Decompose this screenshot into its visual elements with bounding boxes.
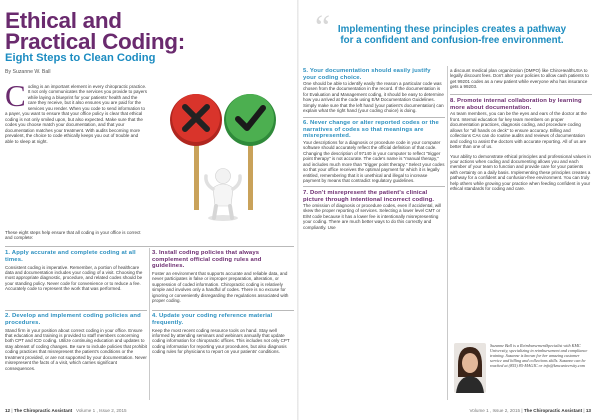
section-heading — [303, 120, 445, 140]
author-photo — [454, 343, 486, 393]
right-page — [299, 0, 597, 420]
left-page-footer: 12 | The Chiropractic Assistant Volume 1 , Issue 2, 2015 — [5, 408, 127, 413]
section-heading-text: Promote internal collaboration by learning more about documentation. — [450, 98, 582, 111]
section-heading — [303, 190, 445, 203]
section-heading-text: Never change or alter reported codes or the narratives of codes so that meanings are misrepresented. — [303, 120, 439, 140]
section-heading — [5, 313, 147, 326]
section-body: Your descriptions for a diagnosis or procedure code in your computer software should accurately reflect the official definition of that code. Changing the description of 97140 in your computer to reflect "trigger point therapy" is not accurate. The code's name is "manual therapy," and includes much more than "trigger point therapy." Select your codes so that your office receives the optimal payment for which it is legally entitled, remembering that it is unethical and illegal to increase payment by means that contradict regulatory guidelines. — [303, 139, 445, 183]
section-number: 6. — [303, 120, 309, 127]
intro-text: oding is an important element in every chiropractic practice. It not only communicates the services you provide to payers while laying a blueprint for your patients' health and the care they receive, but it also ensures you are paid for the services you render. When you code to send information to a payer, you want to ensure that your office policy is clear that ethical coding is not only smiled upon, but also expected. Make sure that the codes you choose match your documentation, and that your documentation matches your treatment. With audits becoming more prevalent, the choice to code ethically keeps you out of trouble and able to sleep at night. — [5, 84, 147, 144]
author-bio-text: Suzanne Ball is a ReimbursementSpecialist with KMC University, specializing in reimbursement and compliance training. Suzanne is known for her amazing customer service and billing and collections skills. Suzanne can be reached at (855) 85-MAGIC or info@kmcuniversity.com — [490, 343, 588, 369]
publication-name: The Chiropractic Assistant — [13, 408, 73, 413]
intro-lead-in: These eight steps help ensure that all coding in your office is correct and complete: — [5, 230, 141, 241]
section-body: Stand firm in your position about correct coding in your office. Ensure that education and training is provided to staff members concerning both CPT and ICD coding. Utilize continuing education and updates to stay abreast of coding changes. Be sure to include policies that prohibit coding practices that misrepresent the patient's conditions or the treatment provided, or are not supported by your documentation. Never misrepresent the facts of a visit, which carries significant consequences. — [5, 327, 147, 371]
section-6 — [303, 120, 445, 183]
right-page-footer: Volume 1 , Issue 2, 2015 | The Chiropractic Assistant | 13 — [469, 408, 591, 413]
section-heading — [450, 98, 592, 111]
section-heading-text: Install coding policies that always complement official coding rules and guidelines. — [152, 250, 262, 269]
column-divider — [447, 66, 448, 400]
title-line-2: Practical Coding: — [5, 29, 185, 54]
section-number: 8. — [450, 98, 456, 105]
section-7 — [303, 190, 445, 230]
section-divider — [450, 94, 592, 95]
section-heading — [303, 68, 445, 81]
section-3 — [152, 250, 294, 304]
right-column-1 — [303, 68, 445, 230]
thumbs-signs-illustration — [150, 80, 296, 228]
section-number: 3. — [152, 250, 158, 256]
column-divider — [149, 248, 150, 400]
section-number: 7. — [303, 190, 309, 197]
section-divider — [303, 186, 445, 187]
section-divider — [5, 246, 294, 247]
green-check-sign — [224, 94, 276, 146]
article-title — [5, 10, 185, 52]
section-heading-text: Don't misrepresent the patient's clinical picture through intentional incorrect coding. — [303, 190, 435, 203]
section-number: 2. — [5, 313, 11, 319]
section-divider — [152, 310, 294, 311]
section-8 — [450, 98, 592, 149]
section-number: 5. — [303, 68, 309, 74]
drop-cap: C — [5, 78, 26, 113]
section-body: As team members, you can be the eyes and ears of the doctor at the front. Internal education for key team members on proper documentation practices, diagnosis coding, and procedure coding allows for "all hands on deck" to ensure accuracy. Billing and collections CAs can do routine audits and reviews of documentation and coding to assist the doctors with accurate reporting. All of us are better than one of us. — [450, 111, 587, 150]
section-4 — [152, 313, 294, 355]
red-x-sign — [170, 94, 222, 146]
section-body: Consistent coding is imperative. Remember, a portion of healthcare data and documentation includes your coding of a visit. Choosing the most appropriate diagnostic, procedure, and related codes should be your standing policy. Never code for convenience or to reduce a fee. Accurately code to represent the work that was performed. — [5, 264, 143, 292]
section-divider — [5, 310, 147, 311]
pull-quote-text: Implementing these principles creates a pathway for a confident and confusion-free environment. — [337, 24, 567, 46]
section-number: 1. — [5, 250, 11, 256]
publication-name: The Chiropractic Assistant — [523, 408, 583, 413]
section-body: The omission of diagnosis or procedure codes, even if accidental, will skew the proper reporting of services. Selecting a lower level CMT or E/M code because it has a lower fee is intentionally misrepresenting your coding. There are much better ways to do this correctly and compliantly. Use — [303, 203, 442, 230]
section-heading — [152, 250, 294, 270]
section-heading — [5, 250, 147, 263]
right-column-2 — [450, 68, 592, 192]
section-5 — [303, 68, 445, 114]
author-bio-box — [450, 331, 592, 399]
issue-info: Volume 1 , Issue 2, 2015 — [469, 408, 521, 413]
quote-mark-icon: “ — [315, 9, 331, 46]
page-number: 13 — [585, 408, 591, 413]
section-heading-text: Update your coding reference material frequently. — [152, 313, 273, 326]
article-subtitle: Eight Steps to Clean Coding — [5, 52, 156, 64]
section-heading-text: Develop and implement coding policies and procedures. — [5, 313, 141, 326]
section-heading-text: Your documentation should easily justify your coding choice. — [303, 68, 431, 81]
section-body: One should be able to identify easily the reason a particular code was chosen from the documentation in the record. If the documentation is for Evaluation and Management coding, it should be easy to determine how you arrived at the code using E/M Documentation Guidelines. Simply make sure that the left hand (your patient's documentation) can explain what the right hand (your coding choice) is doing. — [303, 81, 444, 114]
section-body: Keep the most recent coding resource tools on hand. Stay well informed by attending seminars and webinars annually that update coding information for chiropractic offices. This includes not only CPT coding information for reporting your procedures, but also diagnosis coding rules for physicians to report on your patients' conditions. — [152, 327, 290, 355]
section-body: Foster an environment that supports accurate and reliable data, and never participates in false or improper preparation, alteration, or suppression of coded information. Chiropractic coding is relatively simple and involves only a handful of codes. There is no excuse for ignoring or conveniently disregarding the regulations associated with proper coding. — [152, 271, 289, 304]
page-number: 12 — [5, 408, 11, 413]
section-number: 4. — [152, 313, 158, 319]
section-heading-text: Apply accurate and complete coding at all times. — [5, 250, 136, 263]
left-page — [0, 0, 298, 420]
section-1 — [5, 250, 147, 292]
section-divider — [303, 117, 445, 118]
section-heading — [152, 313, 294, 326]
title-line-1: Ethical and — [5, 8, 122, 33]
byline: By Suzanne W. Ball — [5, 69, 51, 75]
closing-paragraph: Your ability to demonstrate ethical principles and professional values in your actions when coding and documenting allows you and each member of your team to function and provide care for your patients with certainty on a daily basis. Implementing these principles creates a pathway for a confident and confusion-free environment. You can truly help others while growing your practice when feeding confident in your ethical standards for coding and care. — [450, 153, 591, 192]
section-2 — [5, 313, 147, 371]
continued-text: a discount medical plan organization (DMPO) like ChiroHealthUSA to legally discount fees. Don't alter your policies to allow cash patients to get 99201 codes as a new patient while everyone who has insurance gets a 99203. — [450, 68, 589, 90]
issue-info: Volume 1 , Issue 2, 2015 — [76, 408, 127, 413]
person-figure — [206, 169, 240, 222]
intro-paragraph — [5, 78, 147, 144]
